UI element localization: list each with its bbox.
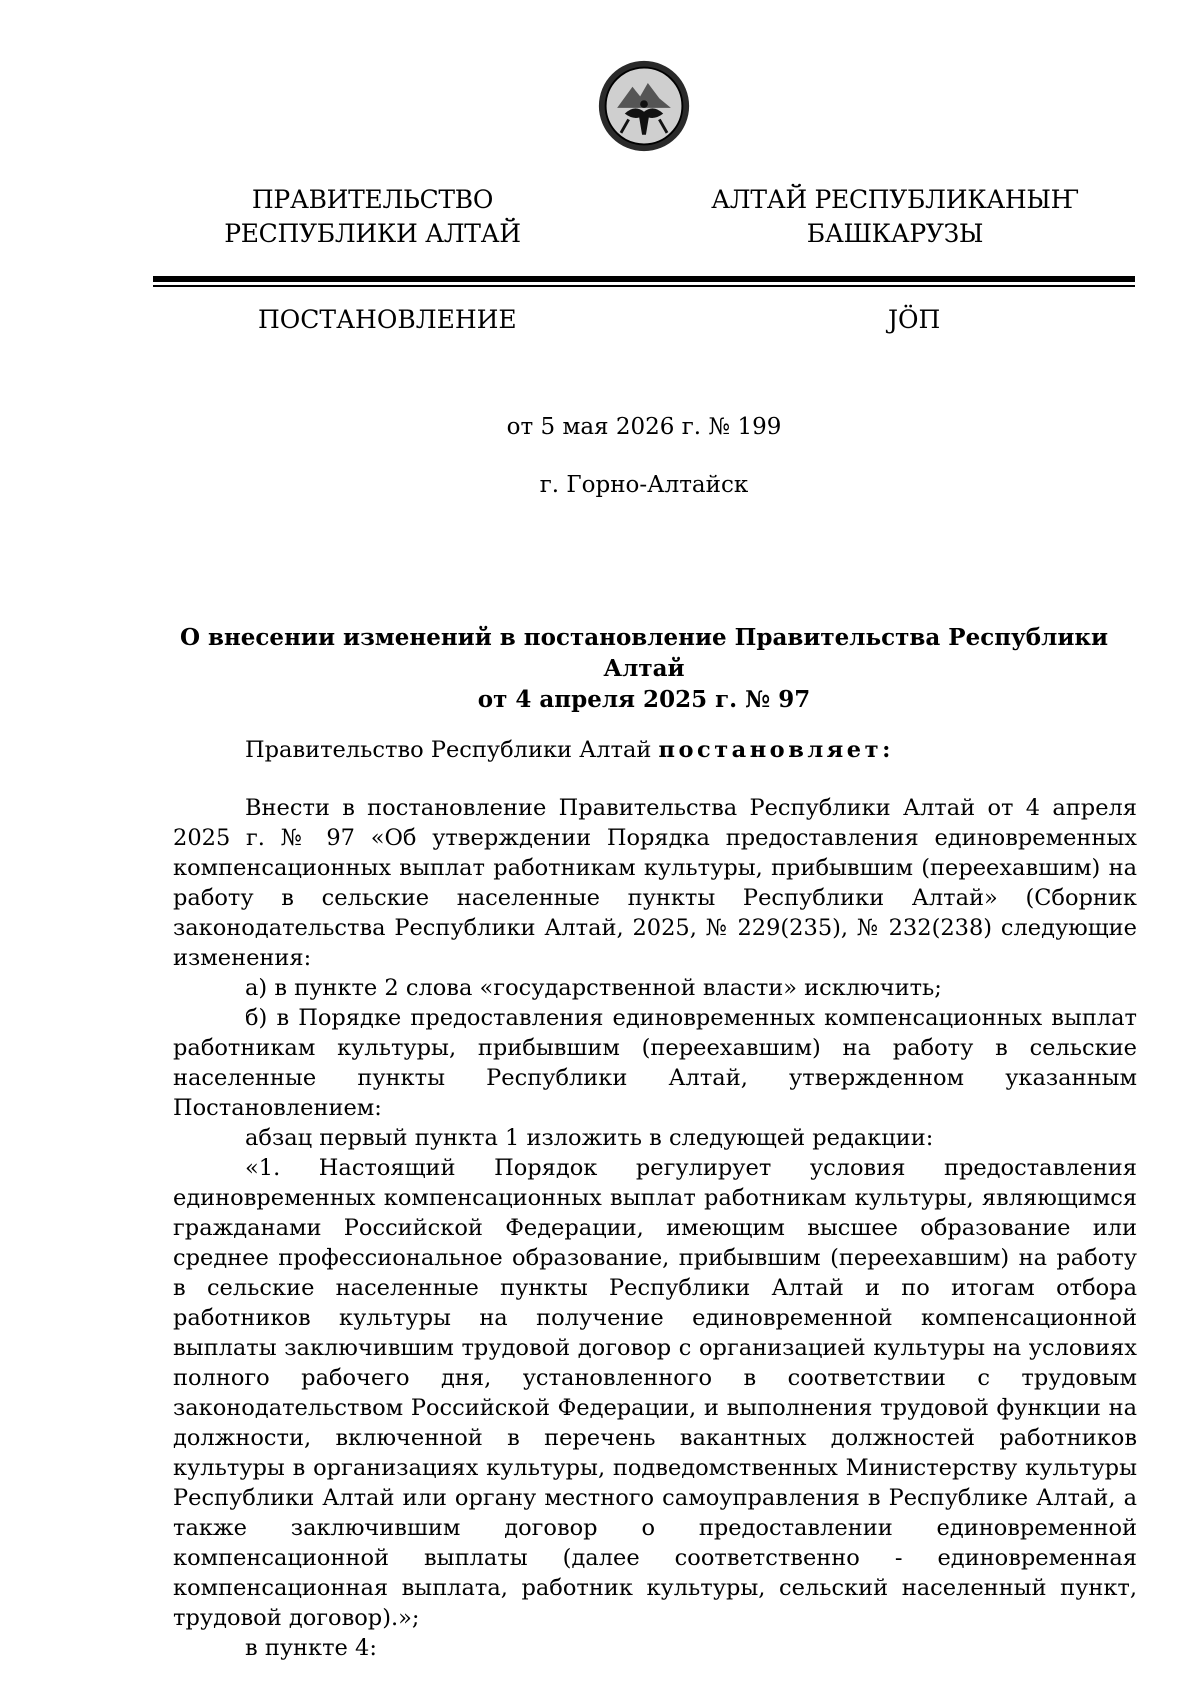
header-divider-thin xyxy=(153,285,1135,287)
document-title xyxy=(153,622,1135,715)
document-body xyxy=(173,793,1137,1663)
document-type-altai: ЈӦП xyxy=(888,305,941,334)
government-name-altai-line2: БАШКАРУЗЫ xyxy=(806,219,984,248)
body-paragraph: а) в пункте 2 слова «государственной власти» исключить; xyxy=(245,975,942,1001)
decree-keyword: постановляет: xyxy=(658,737,894,763)
document-type-russian: ПОСТАНОВЛЕНИЕ xyxy=(258,305,517,334)
coat-of-arms-emblem xyxy=(596,58,692,154)
body-paragraph: Внести в постановление Правительства Республики Алтай от 4 апреля 2025 г. № 97 «Об утверждении Порядка предоставления единовременных компенсационных выплат работникам культуры, прибывшим (переехавшим) на работу в сельские населенные пункты Республики Алтай» (Сборник законодательства Республики Алтай, 2025, № 229(235), № 232(238) следующие изменения: xyxy=(173,795,1137,971)
government-name-russian-line2: РЕСПУБЛИКИ АЛТАЙ xyxy=(224,219,521,248)
document-city: г. Горно-Алтайск xyxy=(539,472,749,498)
body-paragraph: «1. Настоящий Порядок регулирует условия предоставления единовременных компенсационных выплат работникам культуры, являющимся гражданами Российской Федерации, имеющим высшее образование или среднее профессиональное образование, прибывшим (переехавшим) на работу в сельские населенные пункты Республики Алтай и по итогам отбора работников культуры на получение единовременной компенсационной выплаты заключившим трудовой договор с организацией культуры на условиях полного рабочего дня, установленного в соответствии с трудовым законодательством Российской Федерации, и выполнения трудовой функции на должности, включенной в перечень вакантных должностей работников культуры в организациях культуры, подведомственных Министерству культуры Республики Алтай или органу местного самоуправления в Республике Алтай, а также заключившим договор о предоставлении единовременной компенсационной выплаты (далее соответственно - единовременная компенсационная выплата, работник культуры, сельский населенный пункт, трудовой договор).»; xyxy=(173,1155,1137,1631)
government-name-altai-line1: АЛТАЙ РЕСПУБЛИКАНЫҤ xyxy=(711,185,1079,214)
body-paragraph: абзац первый пункта 1 изложить в следующей редакции: xyxy=(245,1125,934,1151)
document-title-line1: О внесении изменений в постановление Правительства Республики Алтай xyxy=(179,624,1109,682)
document-date-number: от 5 мая 2026 г. № 199 xyxy=(506,414,782,440)
body-paragraph: в пункте 4: xyxy=(245,1635,377,1661)
decree-prefix: Правительство Республики Алтай xyxy=(245,737,659,763)
body-paragraph: б) в Порядке предоставления единовременных компенсационных выплат работникам культуры, прибывшим (переехавшим) на работу в сельские населенные пункты Республики Алтай, утвержденном указанным Постановлением: xyxy=(173,1005,1137,1121)
decree-statement xyxy=(173,735,1137,765)
government-name-russian-line1: ПРАВИТЕЛЬСТВО xyxy=(251,185,494,214)
government-name-russian xyxy=(210,183,535,251)
government-name-altai xyxy=(705,183,1085,251)
header-divider-thick xyxy=(153,276,1135,282)
document-title-line2: от 4 апреля 2025 г. № 97 xyxy=(477,686,811,713)
